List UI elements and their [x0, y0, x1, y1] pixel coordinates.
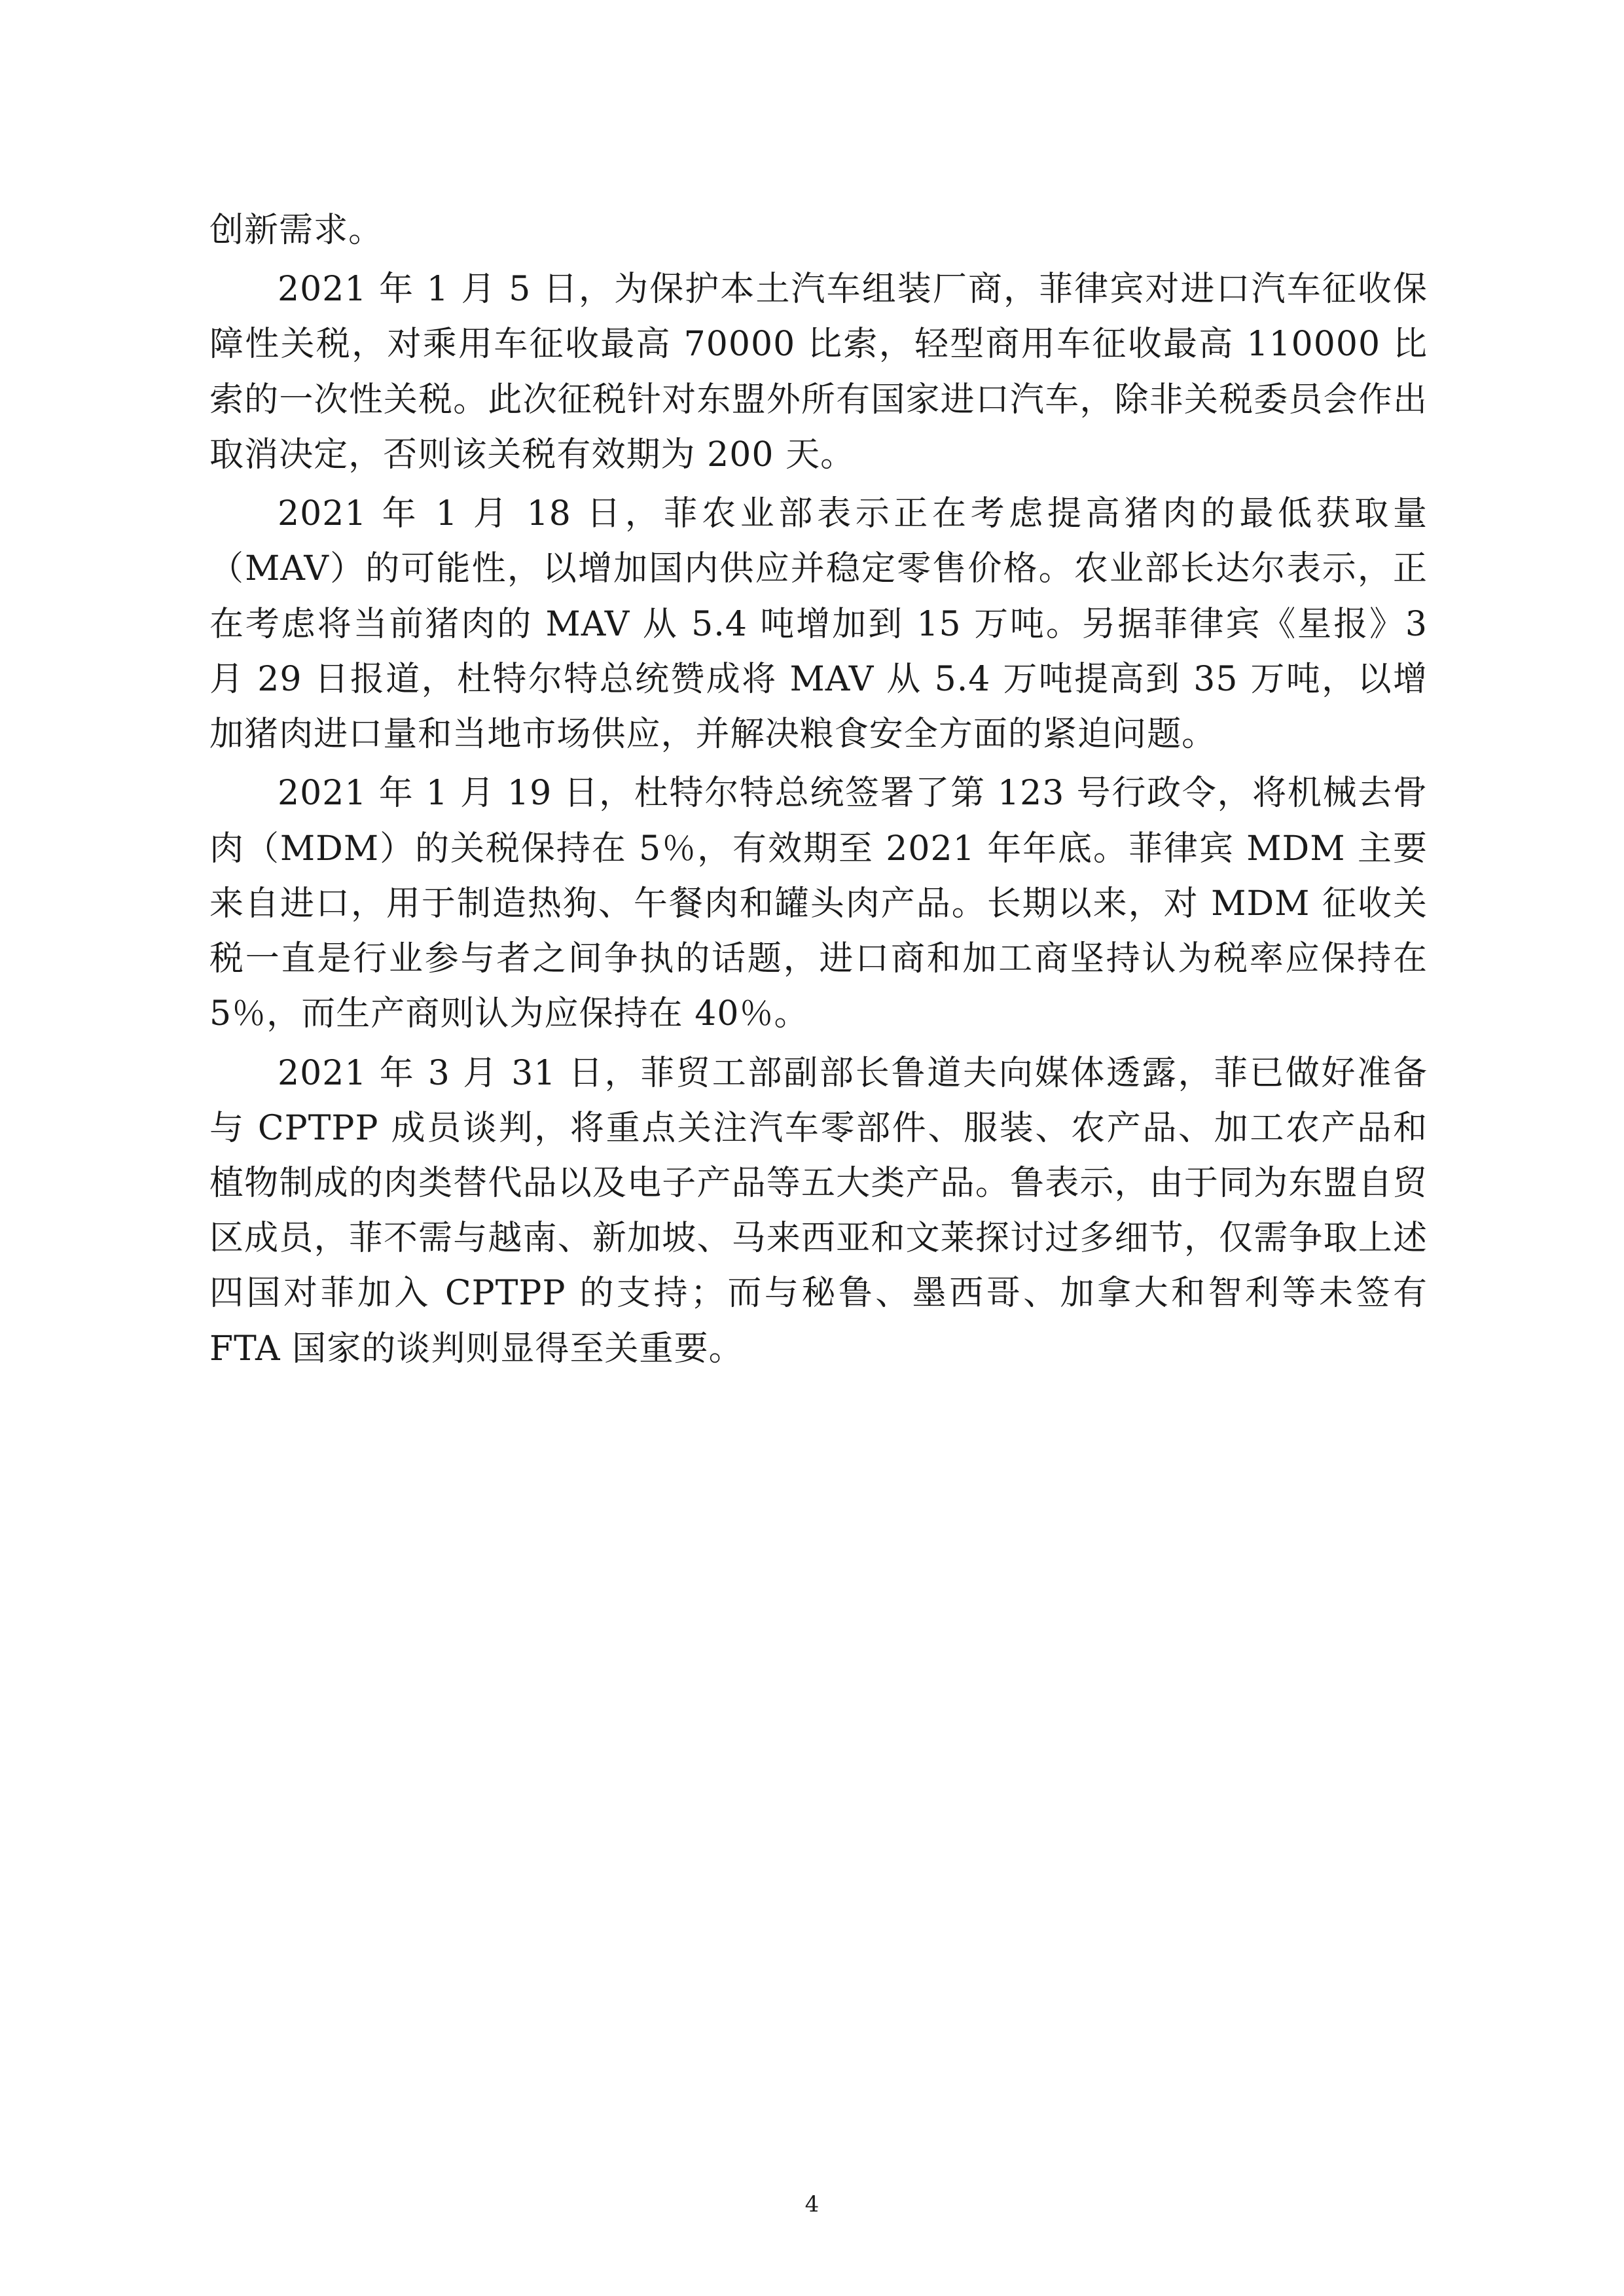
paragraph: 2021 年 1 月 5 日，为保护本土汽车组装厂商，菲律宾对进口汽车征收保障性关税，对乘用车征收最高 70000 比索，轻型商用车征收最高 110000 比索的一次性关税。此次征税针对东盟外所有国家进口汽车，除非关税委员会作出取消决定，否则该关税有效期为 200 天。 — [209, 270, 1428, 475]
paragraph: 2021 年 3 月 31 日，菲贸工部副部长鲁道夫向媒体透露，菲已做好准备与 CPTPP 成员谈判，将重点关注汽车零部件、服装、农产品、加工农产品和植物制成的肉类替代品以及电子产品等五大类产品。鲁表示，由于同为东盟自贸区成员，菲不需与越南、新加坡、马来西亚和文莱探讨过多细节，仅需争取上述四国对菲加入 CPTPP 的支持；而与秘鲁、墨西哥、加拿大和智利等未签有 FTA 国家的谈判则显得至关重要。 — [209, 1053, 1428, 1369]
page-number: 4 — [804, 2191, 820, 2217]
paragraph: 2021 年 1 月 19 日，杜特尔特总统签署了第 123 号行政令，将机械去骨肉（MDM）的关税保持在 5％，有效期至 2021 年年底。菲律宾 MDM 主要来自进口，用于制造热狗、午餐肉和罐头肉产品。长期以来，对 MDM 征收关税一直是行业参与者之间争执的话题，进口商和加工商坚持认为税率应保持在 5％，而生产商则认为应保持在 40％。 — [209, 774, 1428, 1034]
paragraph: 创新需求。 — [209, 211, 384, 250]
paragraph: 2021 年 1 月 18 日，菲农业部表示正在考虑提高猪肉的最低获取量（MAV）的可能性，以增加国内供应并稳定零售价格。农业部长达尔表示，正在考虑将当前猪肉的 MAV 从 5.4 吨增加到 15 万吨。另据菲律宾《星报》3 月 29 日报道，杜特尔特总统赞成将 MAV 从 5.4 万吨提高到 35 万吨，以增加猪肉进口量和当地市场供应，并解决粮食安全方面的紧迫问题。 — [209, 494, 1428, 755]
page-body — [209, 203, 1428, 1376]
